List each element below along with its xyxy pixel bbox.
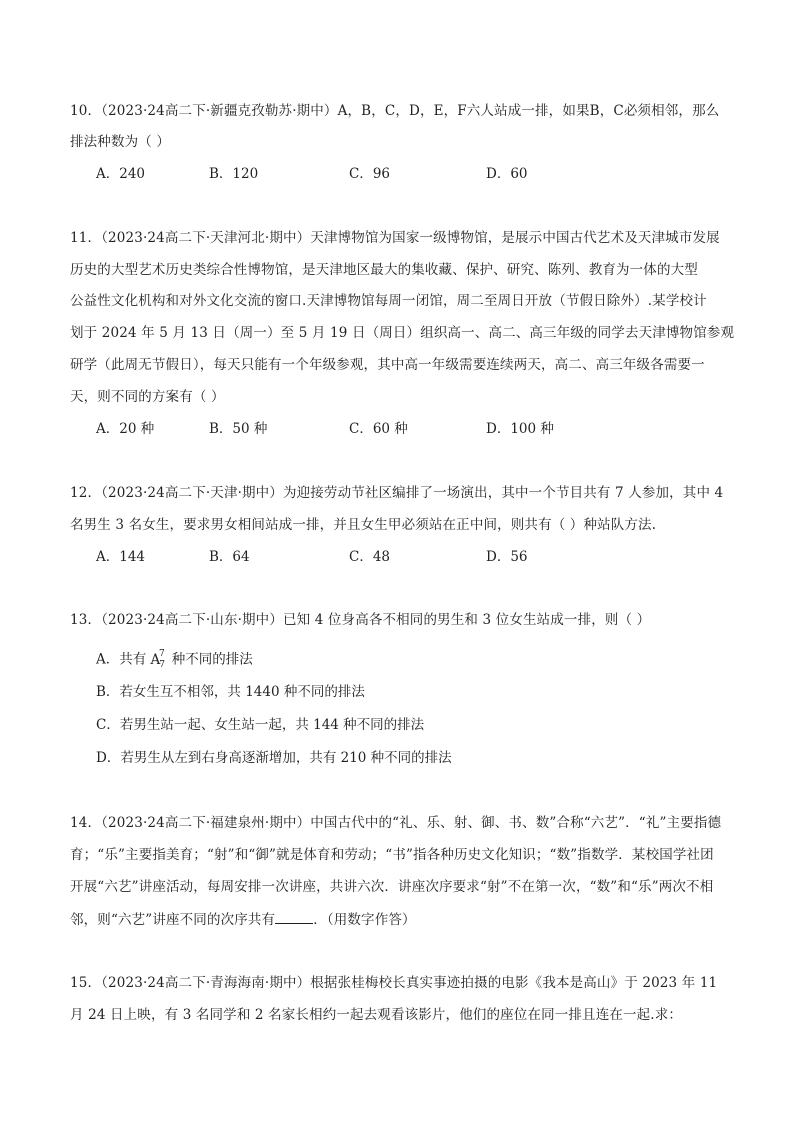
q10-option-a[interactable]: A．240 bbox=[96, 166, 146, 182]
q15-stem-line-1: 15．（2023·24高二下·青海海南·期中）根据张桂梅校长真实事迹拍摄的电影《我本是高山》于 2023 年 11 bbox=[70, 975, 718, 991]
q15-stem-line-2: 月 24 日上映，有 3 名同学和 2 名家长相约一起去观看该影片，他们的座位在同一排且连在一起.求： bbox=[70, 1007, 683, 1023]
answer-blank[interactable] bbox=[275, 911, 313, 924]
q13-choice-a-suffix: 种不同的排法 bbox=[171, 651, 253, 668]
q12-option-b[interactable]: B．64 bbox=[209, 549, 250, 565]
arrangement-symbol bbox=[150, 649, 172, 671]
q12-option-d[interactable]: D．56 bbox=[486, 549, 528, 565]
q11-stem-line-1: 11．（2023·24高二下·天津河北·期中）天津博物馆为国家一级博物馆，是展示中国古代艺术及天津城市发展 bbox=[70, 230, 720, 246]
q11-stem-line-2: 历史的大型艺术历史类综合性博物馆，是天津地区最大的集收藏、保护、研究、陈列、教育为一体的大型 bbox=[70, 262, 698, 278]
q12-stem-line-2: 名男生 3 名女生，要求男女相间站成一排，并且女生甲必须站在正中间，则共有（ ）种站队方法. bbox=[70, 517, 657, 533]
q10-option-b[interactable]: B．120 bbox=[209, 166, 259, 182]
q14-last-line-suffix: ．（用数字作答） bbox=[313, 912, 416, 928]
q10-options bbox=[96, 166, 716, 182]
q13-choice-a-prefix: A．共有 bbox=[96, 651, 151, 668]
q13-choice-d[interactable]: D．若男生从左到右身高逐渐增加，共有 210 种不同的排法 bbox=[96, 750, 452, 766]
q13-choice-a[interactable] bbox=[96, 648, 253, 673]
q14-stem-line-1: 14．（2023·24高二下·福建泉州·期中）中国古代中的“礼、乐、射、御、书、数”合称“六艺”．“礼”主要指德 bbox=[70, 815, 722, 831]
q12-options bbox=[96, 549, 716, 565]
q12-option-a[interactable]: A．144 bbox=[96, 549, 146, 565]
q12-stem-line-1: 12．（2023·24高二下·天津·期中）为迎接劳动节社区编排了一场演出，其中一个节目共有 7 人参加，其中 4 bbox=[70, 485, 724, 501]
q11-stem-line-4: 划于 2024 年 5 月 13 日（周一）至 5 月 19 日（周日）组织高一、高二、高三年级的同学去天津博物馆参观 bbox=[70, 325, 735, 341]
q10-option-c[interactable]: C．96 bbox=[349, 166, 391, 182]
q10-stem-line-2: 排法种数为（ ） bbox=[70, 134, 170, 150]
q11-option-a[interactable]: A．20 种 bbox=[96, 421, 155, 437]
q11-stem-line-6: 天，则不同的方案有（ ） bbox=[70, 389, 225, 405]
q10-option-d[interactable]: D．60 bbox=[486, 166, 528, 182]
arrangement-letter: A bbox=[150, 651, 161, 668]
q11-stem-line-5: 研学（此周无节假日），每天只能有一个年级参观，其中高一年级需要连续两天，高二、高三年级各需要一 bbox=[70, 357, 705, 373]
q14-stem-line-3: 开展“六艺”讲座活动，每周安排一次讲座，共讲六次．讲座次序要求“射”不在第一次，“数”和“乐”两次不相 bbox=[70, 879, 714, 895]
q12-option-c[interactable]: C．48 bbox=[349, 549, 391, 565]
q11-options bbox=[96, 421, 716, 437]
arrangement-sup: 7 bbox=[159, 649, 165, 659]
q14-stem-line-4 bbox=[70, 911, 730, 928]
q13-choice-c[interactable]: C．若男生站一起、女生站一起，共 144 种不同的排法 bbox=[96, 717, 425, 733]
q11-option-c[interactable]: C．60 种 bbox=[349, 421, 408, 437]
arrangement-sub: 7 bbox=[159, 660, 166, 671]
q13-stem-line-1: 13．（2023·24高二下·山东·期中）已知 4 位身高各不相同的男生和 3 位女生站成一排，则（ ） bbox=[70, 612, 651, 628]
q11-option-d[interactable]: D．100 种 bbox=[486, 421, 554, 437]
q14-last-line-prefix: 邻，则“六艺”讲座不同的次序共有 bbox=[70, 912, 276, 928]
q10-stem-line-1: 10．（2023·24高二下·新疆克孜勒苏·期中）A，B，C，D，E，F六人站成一排，如果B，C必须相邻，那么 bbox=[70, 103, 720, 119]
q11-option-b[interactable]: B．50 种 bbox=[209, 421, 268, 437]
q14-stem-line-2: 育；“乐”主要指美育；“射”和“御”就是体育和劳动；“书”指各种历史文化知识；“数”指数学．某校国学社团 bbox=[70, 847, 714, 863]
q11-stem-line-3: 公益性文化机构和对外文化交流的窗口.天津博物馆每周一闭馆，周二至周日开放（节假日除外）.某学校计 bbox=[70, 293, 707, 309]
q13-choice-b[interactable]: B．若女生互不相邻，共 1440 种不同的排法 bbox=[96, 684, 365, 700]
